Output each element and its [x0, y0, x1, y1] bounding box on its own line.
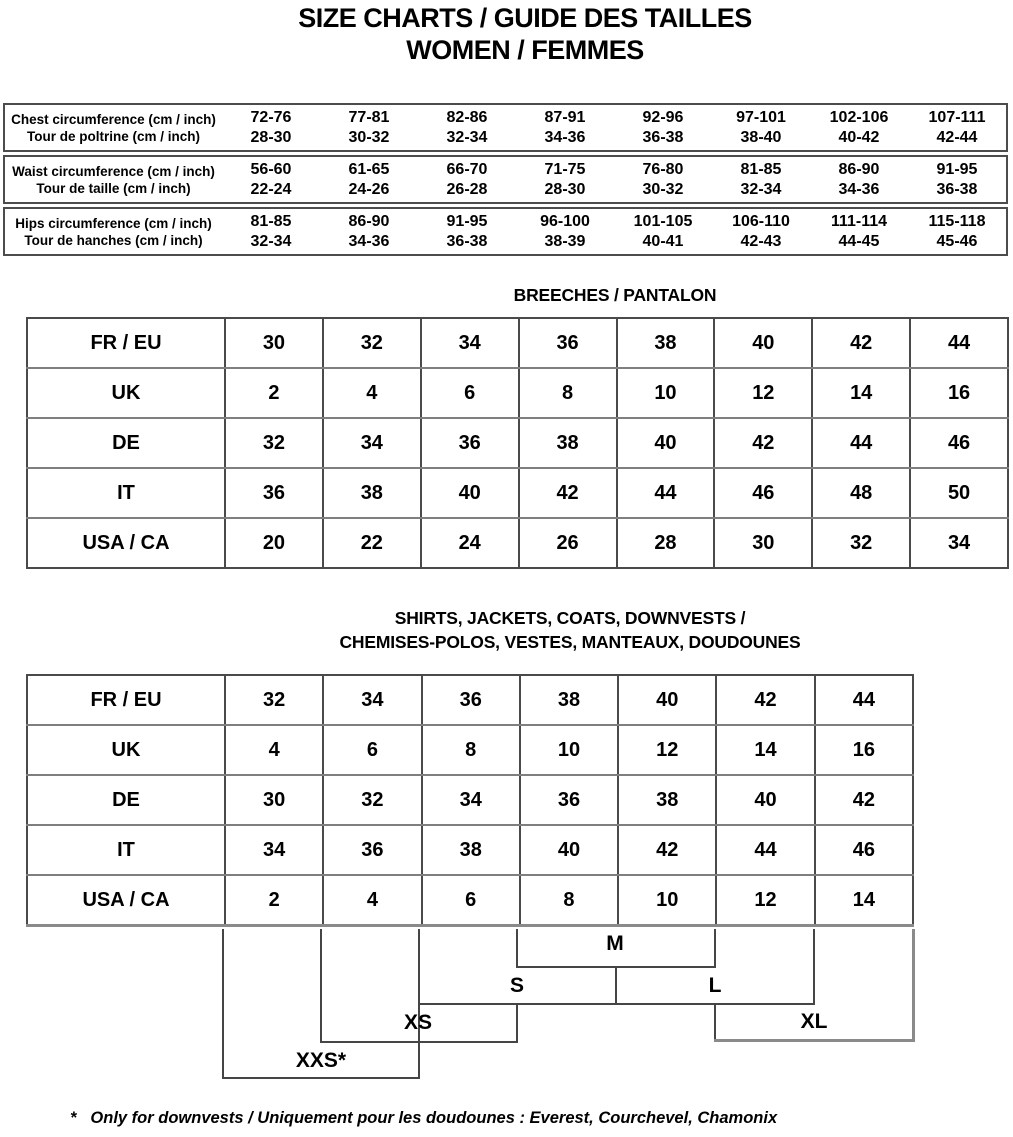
size-cell: 14 — [716, 725, 814, 775]
size-group-label-m: M — [606, 932, 624, 955]
size-cell: 44 — [617, 468, 715, 518]
size-cell: 8 — [519, 368, 617, 418]
breeches-size-table — [26, 317, 1009, 569]
breeches-section-heading: BREECHES / PANTALON — [513, 285, 717, 305]
size-cell: 36 — [519, 318, 617, 368]
size-cell: 38 — [617, 318, 715, 368]
size-cell: 46 — [910, 418, 1008, 468]
measurement-range-cell: 82-86 32-34 — [446, 108, 488, 146]
page-title — [37, 2, 1013, 66]
size-cell: 42 — [519, 468, 617, 518]
table-row — [27, 518, 1008, 568]
bracket-line-xl-right — [912, 929, 915, 1041]
measurement-row-chest — [3, 103, 1008, 152]
shirts-section-heading — [270, 606, 870, 654]
size-cell: 32 — [323, 775, 421, 825]
size-cell: 42 — [714, 418, 812, 468]
bracket-line-xs-right — [516, 1003, 518, 1043]
size-cell: 12 — [716, 875, 814, 926]
size-cell: 16 — [910, 368, 1008, 418]
size-cell: 4 — [225, 725, 323, 775]
measurement-row-hips — [3, 207, 1008, 256]
measurement-range-cell: 76-80 30-32 — [642, 160, 684, 198]
title-line-2: WOMEN / FEMMES — [406, 35, 644, 65]
size-cell: 10 — [617, 368, 715, 418]
size-cell: 6 — [323, 725, 421, 775]
measurement-row-header — [5, 111, 222, 145]
table-row — [27, 725, 913, 775]
body-measurements-table — [3, 103, 1008, 259]
size-cell: 36 — [323, 825, 421, 875]
measurement-row-header — [5, 215, 222, 249]
size-cell: 20 — [225, 518, 323, 568]
size-cell: 24 — [421, 518, 519, 568]
bracket-line-s-l-divider — [615, 966, 617, 1005]
size-cell: 36 — [422, 675, 520, 725]
size-cell: 36 — [520, 775, 618, 825]
size-cell: 26 — [519, 518, 617, 568]
size-cell: 40 — [421, 468, 519, 518]
row-header-cell: IT — [27, 468, 225, 518]
size-cell: 46 — [714, 468, 812, 518]
size-cell: 34 — [225, 825, 323, 875]
size-cell: 42 — [618, 825, 716, 875]
bracket-line-l-bottom — [615, 1003, 815, 1005]
size-cell: 42 — [812, 318, 910, 368]
measurement-label-en: Chest circumference (cm / inch) — [11, 111, 216, 127]
size-cell: 6 — [421, 368, 519, 418]
row-header-cell: FR / EU — [27, 318, 225, 368]
size-group-label-xs: XS — [403, 1011, 432, 1034]
size-cell: 44 — [716, 825, 814, 875]
size-cell: 30 — [225, 318, 323, 368]
size-group-label-s: S — [509, 974, 524, 997]
measurement-range-cell: 72-76 28-30 — [250, 108, 292, 146]
bracket-line-xxs-left — [222, 929, 224, 1079]
size-group-label-xxs: XXS* — [295, 1049, 347, 1072]
size-cell: 38 — [519, 418, 617, 468]
size-cell: 12 — [714, 368, 812, 418]
size-cell: 40 — [716, 775, 814, 825]
title-line-1: SIZE CHARTS / GUIDE DES TAILLES — [298, 3, 752, 33]
measurement-range-cell: 111-114 44-45 — [830, 212, 888, 250]
measurement-range-cell: 101-105 40-41 — [633, 212, 693, 250]
measurement-range-cell: 91-95 36-38 — [936, 160, 978, 198]
measurement-range-cell: 115-118 45-46 — [928, 212, 986, 250]
size-cell: 48 — [812, 468, 910, 518]
bracket-line-xs-bottom — [320, 1041, 518, 1043]
measurement-range-cell: 102-106 40-42 — [829, 108, 889, 146]
measurement-row-header — [5, 163, 222, 197]
footnote-marker: * — [70, 1109, 77, 1127]
row-header-cell: UK — [27, 725, 225, 775]
measurement-range-cell: 61-65 24-26 — [348, 160, 390, 198]
size-cell: 34 — [323, 418, 421, 468]
measurement-label-fr: Tour de taille (cm / inch) — [36, 180, 191, 196]
measurement-range-cell: 66-70 26-28 — [446, 160, 488, 198]
measurement-label-en: Waist circumference (cm / inch) — [12, 163, 215, 179]
bracket-line-m-bottom — [516, 966, 716, 968]
measurement-range-cell: 71-75 28-30 — [544, 160, 586, 198]
size-cell: 14 — [815, 875, 913, 926]
row-header-cell: USA / CA — [27, 518, 225, 568]
bracket-line-xl-bottom — [714, 1039, 915, 1042]
measurement-label-fr: Tour de poltrine (cm / inch) — [26, 128, 200, 144]
size-cell: 46 — [815, 825, 913, 875]
size-cell: 34 — [422, 775, 520, 825]
measurement-range-cell: 106-110 42-43 — [732, 212, 790, 250]
size-cell: 10 — [618, 875, 716, 926]
measurement-label-fr: Tour de hanches (cm / inch) — [24, 232, 203, 248]
table-row — [27, 775, 913, 825]
table-row — [27, 675, 913, 725]
table-row — [27, 318, 1008, 368]
table-row — [27, 368, 1008, 418]
size-cell: 38 — [422, 825, 520, 875]
table-row — [27, 875, 913, 926]
table-row — [27, 825, 913, 875]
footnote — [70, 1109, 777, 1128]
row-header-cell: FR / EU — [27, 675, 225, 725]
size-cell: 8 — [422, 725, 520, 775]
size-group-label-l: L — [708, 974, 722, 997]
size-cell: 2 — [225, 875, 323, 926]
bracket-line-xl-left — [714, 1003, 716, 1041]
table-row — [27, 418, 1008, 468]
measurement-range-cell: 97-101 38-40 — [736, 108, 786, 146]
bracket-line-xxs-bottom — [222, 1077, 420, 1079]
size-cell: 10 — [520, 725, 618, 775]
size-cell: 40 — [714, 318, 812, 368]
measurement-range-cell: 92-96 36-38 — [642, 108, 684, 146]
size-cell: 38 — [520, 675, 618, 725]
size-cell: 38 — [323, 468, 421, 518]
footnote-text: Only for downvests / Uniquement pour les doudounes : Everest, Courchevel, Chamonix — [90, 1109, 778, 1127]
size-cell: 30 — [714, 518, 812, 568]
size-cell: 44 — [910, 318, 1008, 368]
bracket-line-m-left — [516, 929, 518, 968]
size-cell: 8 — [520, 875, 618, 926]
measurement-range-cell: 81-85 32-34 — [740, 160, 782, 198]
size-cell: 32 — [225, 675, 323, 725]
size-cell: 4 — [323, 875, 421, 926]
measurement-range-cell: 86-90 34-36 — [348, 212, 390, 250]
measurement-range-cell: 77-81 30-32 — [348, 108, 390, 146]
bracket-line-xs-left — [320, 929, 322, 1042]
size-cell: 38 — [618, 775, 716, 825]
row-header-cell: USA / CA — [27, 875, 225, 926]
size-cell: 32 — [225, 418, 323, 468]
size-cell: 44 — [812, 418, 910, 468]
size-cell: 2 — [225, 368, 323, 418]
size-cell: 32 — [812, 518, 910, 568]
size-cell: 22 — [323, 518, 421, 568]
size-cell: 42 — [716, 675, 814, 725]
size-cell: 40 — [617, 418, 715, 468]
row-header-cell: IT — [27, 825, 225, 875]
size-cell: 12 — [618, 725, 716, 775]
size-cell: 36 — [225, 468, 323, 518]
bracket-line-l-right — [813, 929, 815, 1005]
size-cell: 16 — [815, 725, 913, 775]
size-cell: 42 — [815, 775, 913, 825]
row-header-cell: DE — [27, 775, 225, 825]
size-cell: 34 — [421, 318, 519, 368]
measurement-range-cell: 107-111 42-44 — [928, 108, 986, 146]
bracket-line-s-bottom — [418, 1003, 617, 1005]
measurement-row-waist — [3, 155, 1008, 204]
shirts-heading-line-2: CHEMISES-POLOS, VESTES, MANTEAUX, DOUDOUNES — [339, 632, 801, 652]
shirts-size-table — [26, 674, 914, 927]
size-cell: 36 — [421, 418, 519, 468]
size-cell: 14 — [812, 368, 910, 418]
shirts-heading-line-1: SHIRTS, JACKETS, COATS, DOWNVESTS / — [394, 608, 746, 628]
size-cell: 34 — [910, 518, 1008, 568]
measurement-label-en: Hips circumference (cm / inch) — [15, 215, 212, 231]
row-header-cell: UK — [27, 368, 225, 418]
bracket-line-m-right — [714, 929, 716, 968]
measurement-range-cell: 56-60 22-24 — [250, 160, 292, 198]
size-cell: 32 — [323, 318, 421, 368]
measurement-range-cell: 87-91 34-36 — [544, 108, 586, 146]
size-cell: 28 — [617, 518, 715, 568]
measurement-range-cell: 96-100 38-39 — [540, 212, 590, 250]
size-cell: 4 — [323, 368, 421, 418]
size-cell: 40 — [618, 675, 716, 725]
size-cell: 50 — [910, 468, 1008, 518]
measurement-range-cell: 91-95 36-38 — [446, 212, 488, 250]
size-cell: 44 — [815, 675, 913, 725]
table-row — [27, 468, 1008, 518]
measurement-range-cell: 86-90 34-36 — [838, 160, 880, 198]
size-cell: 6 — [422, 875, 520, 926]
row-header-cell: DE — [27, 418, 225, 468]
measurement-range-cell: 81-85 32-34 — [250, 212, 292, 250]
size-cell: 30 — [225, 775, 323, 825]
size-cell: 40 — [520, 825, 618, 875]
size-group-label-xl: XL — [800, 1010, 828, 1033]
size-cell: 34 — [323, 675, 421, 725]
